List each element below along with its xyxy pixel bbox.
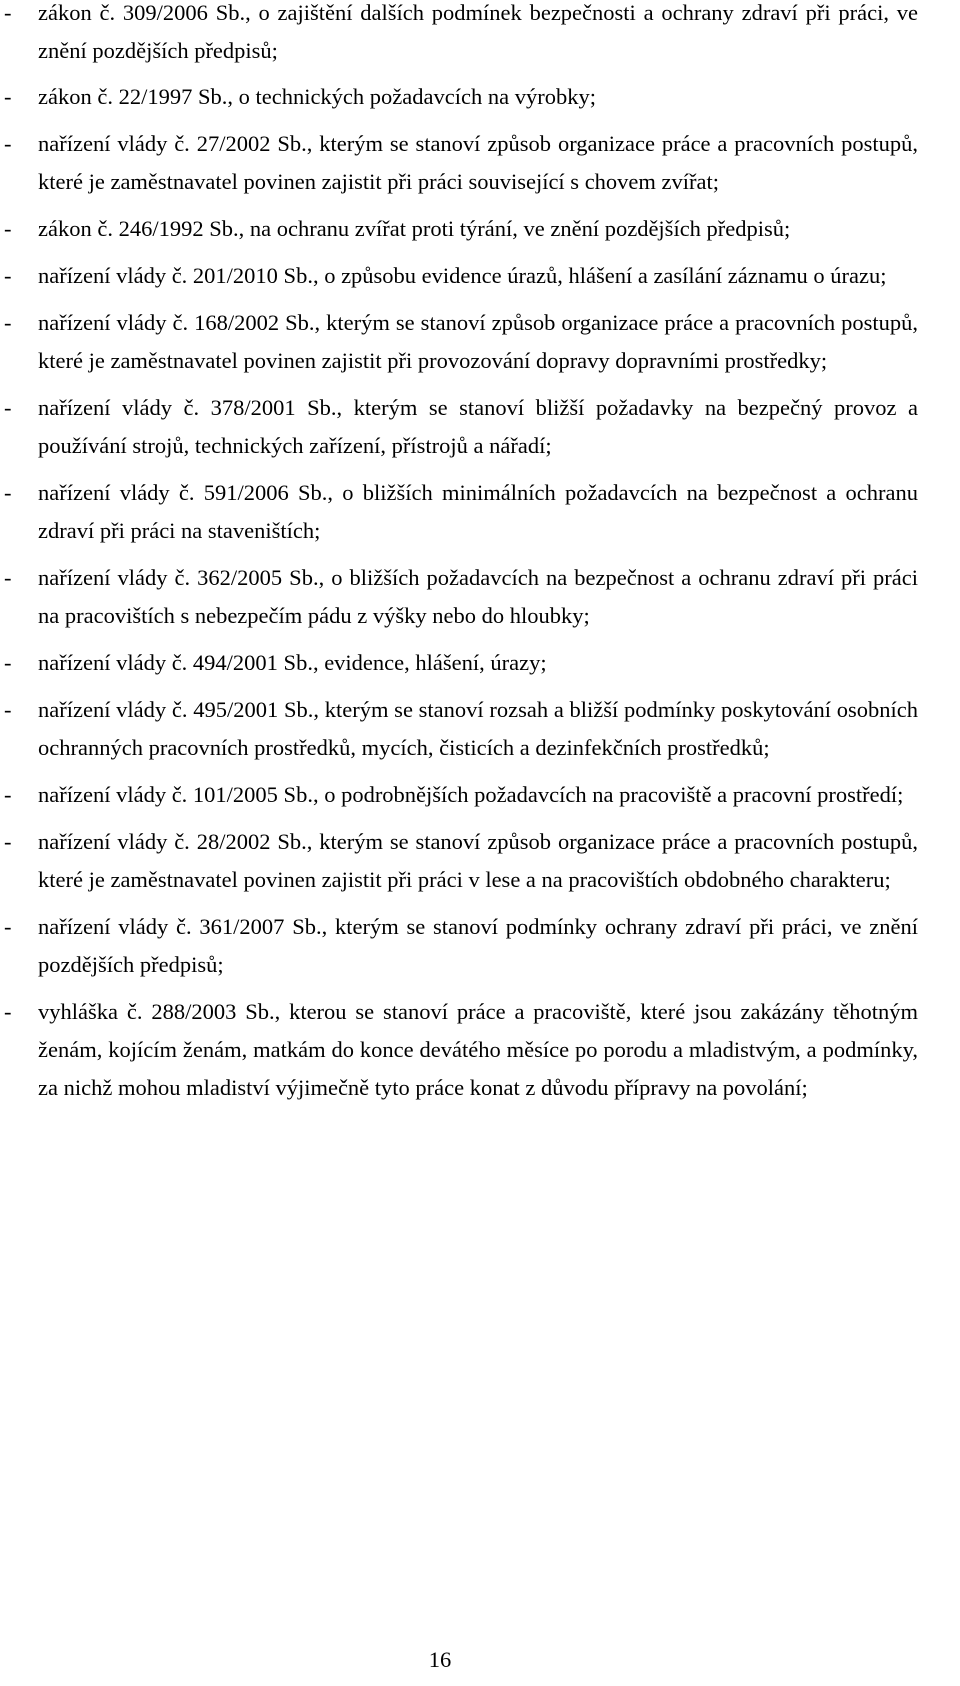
list-bullet: -	[4, 263, 12, 288]
list-item	[0, 993, 918, 1107]
list-item	[0, 210, 918, 248]
list-bullet: -	[4, 0, 12, 25]
list-item	[0, 304, 918, 380]
list-item-text: nařízení vlády č. 378/2001 Sb., kterým se stanoví bližší požadavky na bezpečný provoz a používání strojů, technických zařízení, přístrojů a nářadí;	[38, 395, 918, 458]
list-bullet: -	[4, 829, 12, 854]
list-item-text: vyhláška č. 288/2003 Sb., kterou se stanoví práce a pracoviště, které jsou zakázány těhotným ženám, kojícím ženám, matkám do konce devátého měsíce po porodu a mladistvým, a podmínky, za nichž mohou mladiství výjimečně tyto práce konat z důvodu přípravy na povolání;	[38, 999, 918, 1100]
list-item	[0, 78, 918, 116]
list-bullet: -	[4, 914, 12, 939]
list-item	[0, 474, 918, 550]
list-item-text: nařízení vlády č. 591/2006 Sb., o bližších minimálních požadavcích na bezpečnost a ochranu zdraví při práci na staveništích;	[38, 480, 918, 543]
list-item	[0, 0, 918, 70]
list-item	[0, 125, 918, 201]
list-bullet: -	[4, 216, 12, 241]
list-item-text: nařízení vlády č. 201/2010 Sb., o způsobu evidence úrazů, hlášení a zasílání záznamu o úrazu;	[38, 263, 887, 288]
list-item-text: zákon č. 309/2006 Sb., o zajištění dalších podmínek bezpečnosti a ochrany zdraví při práci, ve znění pozdějších předpisů;	[38, 0, 918, 63]
list-bullet: -	[4, 84, 12, 109]
list-item-text: zákon č. 246/1992 Sb., na ochranu zvířat proti týrání, ve znění pozdějších předpisů;	[38, 216, 791, 241]
list-item-text: nařízení vlády č. 362/2005 Sb., o bližších požadavcích na bezpečnost a ochranu zdraví při práci na pracovištích s nebezpečím pádu z výšky nebo do hloubky;	[38, 565, 918, 628]
list-bullet: -	[4, 565, 12, 590]
list-bullet: -	[4, 650, 12, 675]
list-bullet: -	[4, 697, 12, 722]
list-item	[0, 389, 918, 465]
list-item-text: nařízení vlády č. 27/2002 Sb., kterým se stanoví způsob organizace práce a pracovních postupů, které je zaměstnavatel povinen zajistit při práci související s chovem zvířat;	[38, 131, 918, 194]
list-item-text: zákon č. 22/1997 Sb., o technických požadavcích na výrobky;	[38, 84, 596, 109]
list-item	[0, 644, 918, 682]
list-item	[0, 257, 918, 295]
list-item-text: nařízení vlády č. 361/2007 Sb., kterým se stanoví podmínky ochrany zdraví při práci, ve znění pozdějších předpisů;	[38, 914, 918, 977]
list-item-text: nařízení vlády č. 494/2001 Sb., evidence, hlášení, úrazy;	[38, 650, 547, 675]
list-bullet: -	[4, 131, 12, 156]
list-item	[0, 823, 918, 899]
list-item-text: nařízení vlády č. 168/2002 Sb., kterým se stanoví způsob organizace práce a pracovních postupů, které je zaměstnavatel povinen zajistit při provozování dopravy dopravními prostředky;	[38, 310, 918, 373]
list-item	[0, 559, 918, 635]
list-bullet: -	[4, 999, 12, 1024]
list-item	[0, 776, 918, 814]
list-bullet: -	[4, 395, 12, 420]
list-item	[0, 691, 918, 767]
list-item-text: nařízení vlády č. 101/2005 Sb., o podrobnějších požadavcích na pracoviště a pracovní prostředí;	[38, 782, 904, 807]
list-bullet: -	[4, 782, 12, 807]
list-bullet: -	[4, 480, 12, 505]
list-item	[0, 908, 918, 984]
list-item-text: nařízení vlády č. 28/2002 Sb., kterým se stanoví způsob organizace práce a pracovních postupů, které je zaměstnavatel povinen zajistit při práci v lese a na pracovištích obdobného charakteru;	[38, 829, 918, 892]
list-item-text: nařízení vlády č. 495/2001 Sb., kterým se stanoví rozsah a bližší podmínky poskytování osobních ochranných pracovních prostředků, mycích, čisticích a dezinfekčních prostředků;	[38, 697, 918, 760]
page-number: 16	[428, 1647, 452, 1672]
list-bullet: -	[4, 310, 12, 335]
